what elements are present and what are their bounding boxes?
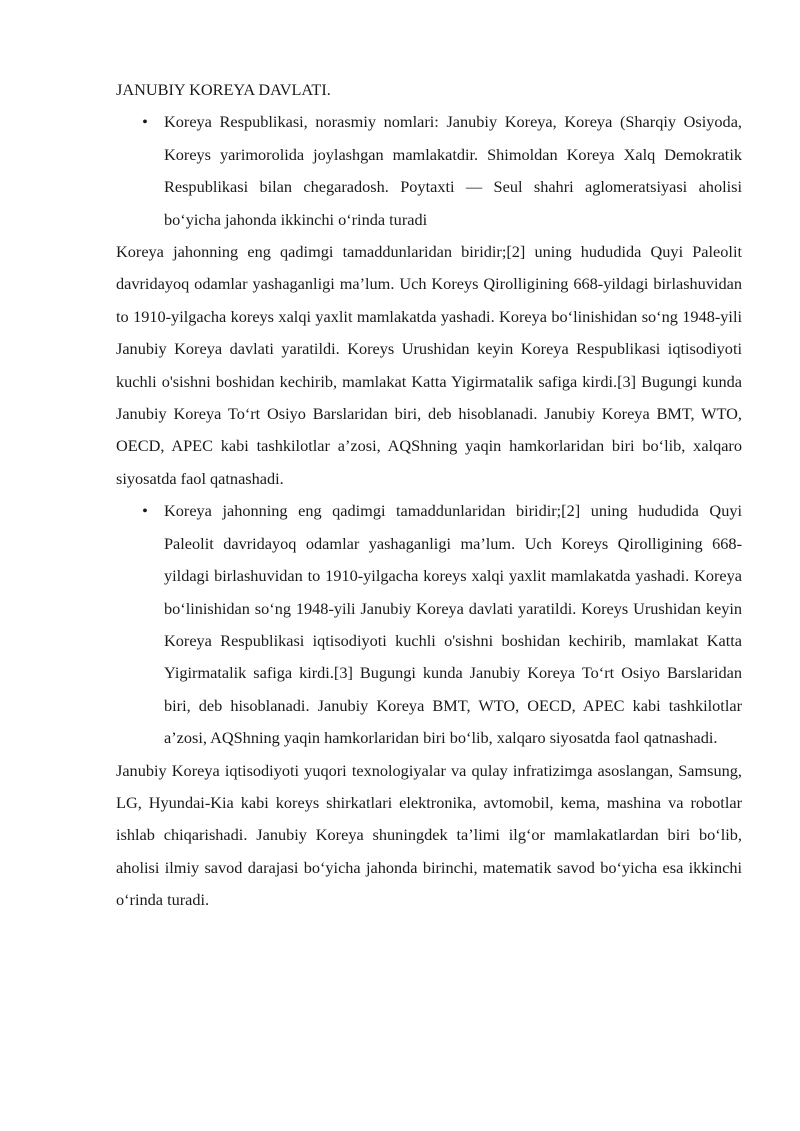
document-body (116, 74, 742, 917)
bullet-item-2 (116, 495, 742, 754)
bullet-item-1-text: Koreya Respublikasi, norasmiy nomlari: Janubiy Koreya, Koreya (Sharqiy Osiyoda, Koreys yarimorolida joylashgan mamlakatdir. Shimoldan Koreya Xalq Demokratik Respublikasi bilan chegaradosh. Poytaxti — Seul shahri aglomeratsiyasi aholisi boʻyicha jahonda ikkinchi oʻrinda turadi (164, 112, 742, 229)
document-title: JANUBIY KOREYA DAVLATI. (116, 80, 331, 99)
bullet-dot-icon: • (142, 112, 148, 132)
bullet-dot-icon: • (142, 501, 148, 521)
bullet-item-1 (116, 106, 742, 236)
paragraph-1: Koreya jahonning eng qadimgi tamaddunlaridan biridir;[2] uning hududida Quyi Paleolit davridayoq odamlar yashaganligi maʼlum. Uch Koreys Qirolligining 668-yildagi birlashuvidan to 1910-yilgacha koreys xalqi yaxlit mamlakatda yashadi. Koreya boʻlinishidan soʻng 1948-yili Janubiy Koreya davlati yaratildi. Koreys Urushidan keyin Koreya Respublikasi iqtisodiyoti kuchli o'sishni boshidan kechirib, mamlakat Katta Yigirmatalik safiga kirdi.[3] Bugungi kunda Janubiy Koreya Toʻrt Osiyo Barslaridan biri, deb hisoblanadi. Janubiy Koreya BMT, WTO, OECD, APEC kabi tashkilotlar aʼzosi, AQShning yaqin hamkorlaridan biri boʻlib, xalqaro siyosatda faol qatnashadi. (116, 242, 742, 488)
bullet-item-2-text: Koreya jahonning eng qadimgi tamaddunlaridan biridir;[2] uning hududida Quyi Paleolit davridayoq odamlar yashaganligi maʼlum. Uch Koreys Qirolligining 668-yildagi birlashuvidan to 1910-yilgacha koreys xalqi yaxlit mamlakatda yashadi. Koreya boʻlinishidan soʻng 1948-yili Janubiy Koreya davlati yaratildi. Koreys Urushidan keyin Koreya Respublikasi iqtisodiyoti kuchli o'sishni boshidan kechirib, mamlakat Katta Yigirmatalik safiga kirdi.[3] Bugungi kunda Janubiy Koreya Toʻrt Osiyo Barslaridan biri, deb hisoblanadi. Janubiy Koreya BMT, WTO, OECD, APEC kabi tashkilotlar aʼzosi, AQShning yaqin hamkorlaridan biri boʻlib, xalqaro siyosatda faol qatnashadi. (164, 501, 742, 748)
paragraph-2: Janubiy Koreya iqtisodiyoti yuqori texnologiyalar va qulay infratizimga asoslangan, Samsung, LG, Hyundai-Kia kabi koreys shirkatlari elektronika, avtomobil, kema, mashina va robotlar ishlab chiqarishadi. Janubiy Koreya shuningdek taʼlimi ilgʻor mamlakatlardan biri boʻlib, aholisi ilmiy savod darajasi boʻyicha jahonda birinchi, matematik savod boʻyicha esa ikkinchi oʻrinda turadi. (116, 760, 742, 910)
